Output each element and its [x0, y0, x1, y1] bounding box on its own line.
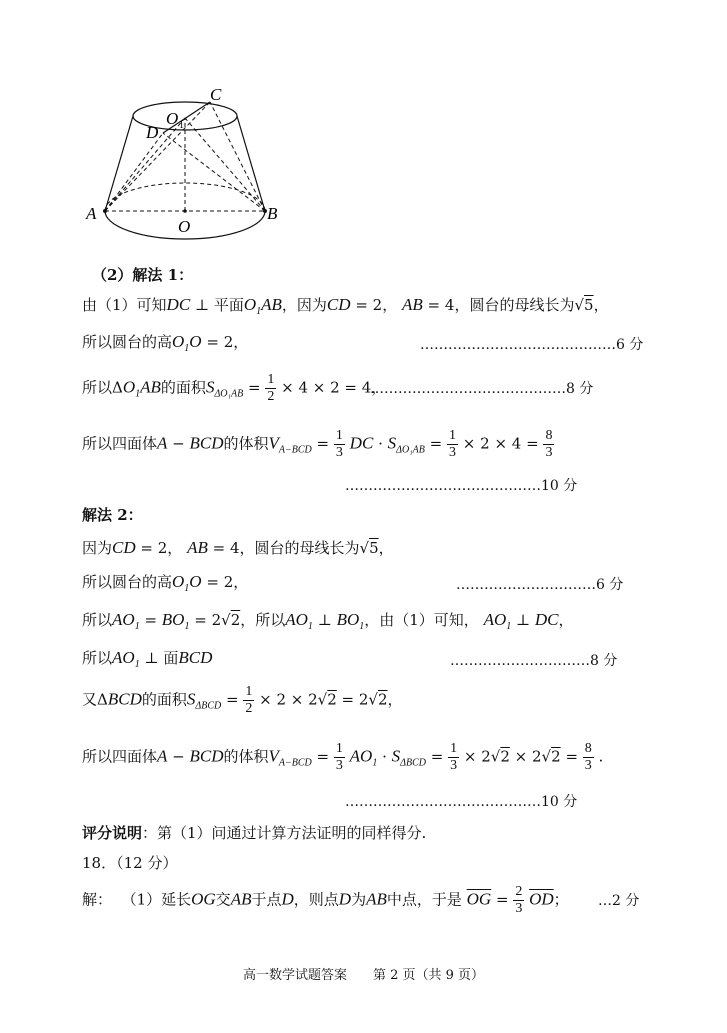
q18-heading: 18．（12 分）: [82, 854, 178, 872]
label-C: C: [210, 85, 222, 104]
s2-line1: 因为CD = 2， AB = 4，圆台的母线长为√5，: [82, 538, 394, 557]
s1-line4: 所以四面体A − BCD的体积$V_{A-BCD}$ = $\frac{1}{3}$ DC · $S_{\Delta O_1AB}$ = $\frac{1}{3}$ × 2 × 4 = $\frac{8}{3}$: [82, 428, 553, 460]
s2-line3: 所以$AO_1 = BO_1 = 2√2$，所以$AO_1$ ⊥ $BO_1$，由（1）可知， $AO_1$ ⊥ DC，: [82, 610, 574, 632]
s2-line2: 所以圆台的高$O_1O = 2$，: [82, 572, 249, 594]
q18-line1: 解： （1）延长OG交AB于点D，则点D为AB中点，于是 $\overline{OG}$ = $\frac{2}{3}$ $\overline{OD}$；: [82, 884, 569, 916]
s2-score6: …………………………6 分: [456, 577, 624, 593]
part2-heading: （2）解法 1：: [92, 266, 194, 284]
s2-line5: 又ΔBCD的面积$S_{\Delta BCD}$ = $\frac{1}{2}$ × 2 × 2√2 = 2√2，: [82, 684, 403, 716]
s1-score6: ……………………………………6 分: [420, 337, 644, 353]
page-footer: 高一数学试题答案 第 2 页（共 9 页）: [242, 968, 485, 983]
s2-line4: 所以$AO_1$ ⊥ 面BCD: [82, 648, 213, 670]
s2-score10: ……………………………………10 分: [345, 794, 578, 810]
q18-score2: …2 分: [598, 893, 640, 909]
s1-score10: ……………………………………10 分: [345, 478, 578, 494]
label-O1: O: [166, 109, 179, 128]
label-D: D: [146, 123, 159, 142]
grading-note: 评分说明：第（1）问通过计算方法证明的同样得分.: [82, 824, 427, 842]
s2-heading: 解法 2：: [82, 506, 143, 524]
s1-line2: 所以圆台的高$O_1O = 2$，: [82, 332, 249, 354]
s2-score8: …………………………8 分: [450, 653, 618, 669]
s1-line1: 由（1）可知DC ⊥ 平面$O_1AB$，因为CD = 2， AB = 4，圆台的母线长为√5，: [82, 295, 609, 317]
label-B: B: [267, 204, 278, 223]
label-O1-sub: 1: [179, 120, 184, 131]
s1-line3: 所以$\Delta O_1AB$的面积$S_{\Delta O_1AB}$ = $\frac{1}{2}$ × 4 × 2 = 4，: [82, 372, 387, 404]
frustum-figure: [0, 0, 727, 260]
label-A: A: [86, 204, 97, 223]
label-O: O: [178, 217, 191, 236]
s1-score8: ……………………………………8 分: [370, 381, 594, 397]
s2-line6: 所以四面体A − BCD的体积$V_{A-BCD}$ = $\frac{1}{3}$ $AO_1 \cdot S_{\Delta BCD}$ = $\frac{1}{3}$ × 2√2 × 2√2 = $\frac{8}{3}$ .: [82, 741, 604, 773]
